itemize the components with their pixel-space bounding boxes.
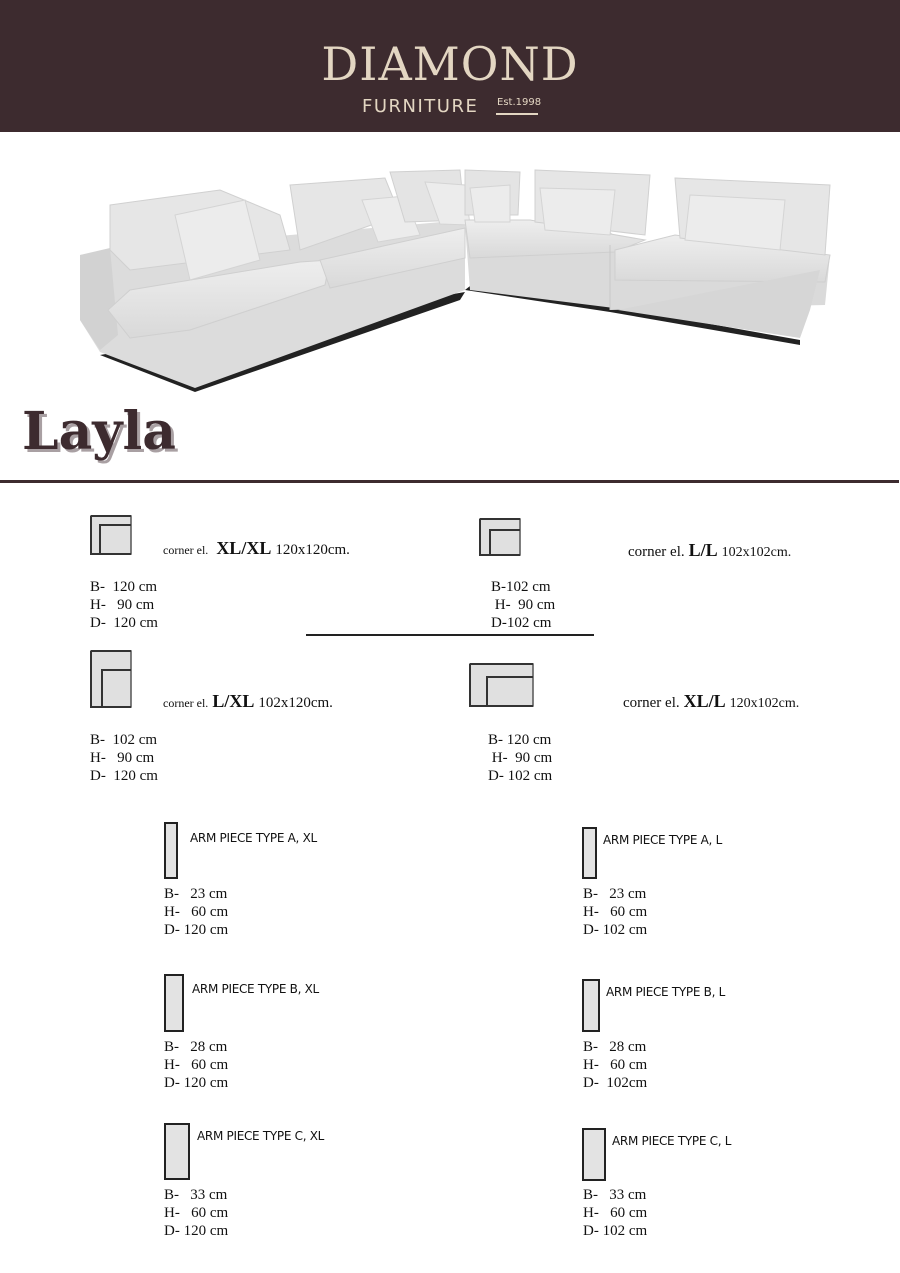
arm-b-l-label: ARM PIECE TYPE B, L [606, 985, 725, 999]
arm-a-l-specs: B- 23 cm H- 60 cm D- 102 cm [583, 886, 648, 938]
arm-c-xl-icon [164, 1123, 190, 1180]
arm-a-l-icon [582, 827, 597, 879]
arm-b-xl-specs: B- 28 cm H- 60 cm D- 120 cm [164, 1039, 229, 1091]
divider-line [306, 634, 594, 636]
brand-subtitle: FURNITURE [362, 96, 479, 117]
corner-l-xl-icon [90, 650, 132, 708]
brand-name: DIAMOND [321, 37, 579, 91]
product-title: Layla [22, 401, 176, 462]
arm-c-xl-specs: B- 33 cm H- 60 cm D- 120 cm [164, 1187, 229, 1239]
corner-xl-xl-label: corner el. XL/XL 120x120cm. [163, 538, 350, 558]
corner-l-l-icon [479, 518, 521, 556]
corner-l-xl-specs: B- 102 cm H- 90 cm D- 120 cm [90, 732, 158, 784]
arm-b-xl-label: ARM PIECE TYPE B, XL [192, 982, 319, 996]
corner-xl-l-icon [469, 663, 534, 707]
arm-c-xl-label: ARM PIECE TYPE C, XL [197, 1129, 325, 1143]
corner-xl-l-specs: B- 120 cm H- 90 cm D- 102 cm [488, 732, 553, 784]
section-divider [0, 480, 899, 483]
arm-b-l-specs: B- 28 cm H- 60 cm D- 102cm [583, 1039, 648, 1091]
arm-c-l-label: ARM PIECE TYPE C, L [612, 1134, 732, 1148]
corner-xl-l-label: corner el. XL/L 120x102cm. [623, 691, 800, 711]
corner-xl-xl-icon [90, 515, 132, 555]
arm-c-l-specs: B- 33 cm H- 60 cm D- 102 cm [583, 1187, 648, 1239]
corner-l-l-specs: B-102 cm H- 90 cm D-102 cm [491, 579, 556, 631]
corner-l-xl-label: corner el. L/XL 102x120cm. [163, 691, 333, 711]
arm-a-xl-icon [164, 822, 178, 879]
established-year: Est.1998 [497, 97, 542, 108]
arm-a-xl-specs: B- 23 cm H- 60 cm D- 120 cm [164, 886, 229, 938]
established-underline [496, 113, 538, 115]
arm-c-l-icon [582, 1128, 606, 1181]
corner-xl-xl-specs: B- 120 cm H- 90 cm D- 120 cm [90, 579, 158, 631]
arm-b-l-icon [582, 979, 600, 1032]
arm-a-l-label: ARM PIECE TYPE A, L [603, 833, 722, 847]
sofa-image [70, 160, 840, 400]
brand-header [0, 0, 900, 132]
arm-a-xl-label: ARM PIECE TYPE A, XL [190, 831, 317, 845]
corner-l-l-label: corner el. L/L 102x102cm. [628, 540, 792, 560]
arm-b-xl-icon [164, 974, 184, 1032]
